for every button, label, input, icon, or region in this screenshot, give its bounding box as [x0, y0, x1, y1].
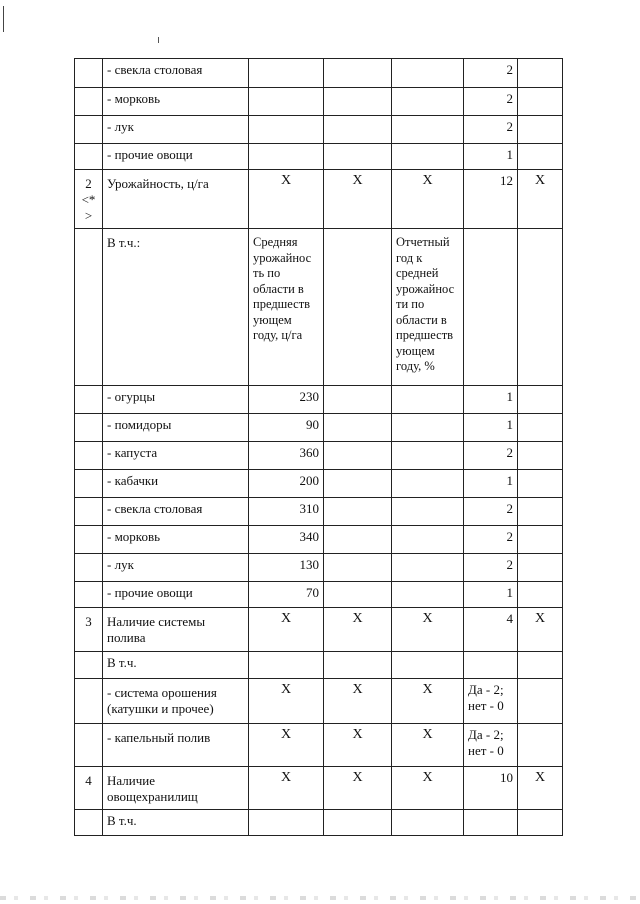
- cell: [518, 116, 563, 144]
- cell: [392, 414, 464, 442]
- row-number: [75, 116, 103, 144]
- scan-bottom-noise: [0, 896, 640, 900]
- cell: Х: [249, 724, 324, 767]
- item-name: В т.ч.:: [103, 229, 249, 386]
- cell: [75, 470, 103, 498]
- cell: [324, 470, 392, 498]
- table-row: [75, 810, 563, 836]
- item-name: - свекла столовая: [103, 59, 249, 88]
- cell: [518, 414, 563, 442]
- table-row: [75, 442, 563, 470]
- cell: [75, 498, 103, 526]
- item-name: В т.ч.: [103, 810, 249, 836]
- table-row: [75, 59, 563, 88]
- value-cell: 310: [249, 498, 324, 526]
- cell: [518, 386, 563, 414]
- cell: [518, 810, 563, 836]
- cell: [518, 582, 563, 608]
- cell: [392, 582, 464, 608]
- cell: [518, 498, 563, 526]
- item-name: Наличие системы полива: [103, 608, 249, 652]
- cell: [518, 652, 563, 679]
- cell: [392, 442, 464, 470]
- cell: [324, 582, 392, 608]
- scan-dot-mark: [158, 37, 159, 43]
- cell: [324, 59, 392, 88]
- table-row: [75, 554, 563, 582]
- cell: Х: [392, 679, 464, 724]
- table-row: [75, 724, 563, 767]
- cell: [324, 88, 392, 116]
- table-row: [75, 88, 563, 116]
- cell: [518, 554, 563, 582]
- value-cell: 90: [249, 414, 324, 442]
- cell: [324, 652, 392, 679]
- item-name: - система орошения (катушки и прочее): [103, 679, 249, 724]
- table-row: [75, 498, 563, 526]
- cell: [249, 88, 324, 116]
- item-name: - помидоры: [103, 414, 249, 442]
- table-row: [75, 116, 563, 144]
- row-number: 2 <* >: [75, 170, 103, 229]
- value-cell: 340: [249, 526, 324, 554]
- score-cell: 1: [464, 414, 518, 442]
- cell: [518, 679, 563, 724]
- item-name: - прочие овощи: [103, 144, 249, 170]
- score-cell: 2: [464, 498, 518, 526]
- table-row: [75, 526, 563, 554]
- score-cell: 2: [464, 59, 518, 88]
- criteria-table: [74, 58, 563, 836]
- cell: [324, 386, 392, 414]
- cell: [75, 229, 103, 386]
- cell: [464, 229, 518, 386]
- cell: [392, 386, 464, 414]
- item-name: - огурцы: [103, 386, 249, 414]
- table-row: [75, 229, 563, 386]
- cell: [518, 229, 563, 386]
- cell: [75, 652, 103, 679]
- item-name: Наличие овощехранилищ: [103, 767, 249, 810]
- cell: [464, 810, 518, 836]
- row-number: [75, 144, 103, 170]
- row-number: 4: [75, 767, 103, 810]
- cell: [392, 810, 464, 836]
- column-note: Отчетный год к средней урожайнос ти по области в предшеств ующем году, %: [392, 229, 464, 386]
- item-name: В т.ч.: [103, 652, 249, 679]
- cell: [518, 442, 563, 470]
- score-cell: Да - 2; нет - 0: [464, 724, 518, 767]
- score-cell: 2: [464, 526, 518, 554]
- cell: [392, 144, 464, 170]
- value-cell: 230: [249, 386, 324, 414]
- cell: Х: [249, 170, 324, 229]
- table-row: [75, 582, 563, 608]
- value-cell: 70: [249, 582, 324, 608]
- value-cell: 130: [249, 554, 324, 582]
- score-cell: 1: [464, 386, 518, 414]
- item-name: - капельный полив: [103, 724, 249, 767]
- cell: [324, 442, 392, 470]
- cell: Х: [518, 170, 563, 229]
- row-number: 3: [75, 608, 103, 652]
- cell: [324, 144, 392, 170]
- cell: [518, 724, 563, 767]
- cell: [392, 470, 464, 498]
- cell: [518, 144, 563, 170]
- cell: Х: [324, 170, 392, 229]
- value-cell: 360: [249, 442, 324, 470]
- cell: [392, 498, 464, 526]
- score-cell: 12: [464, 170, 518, 229]
- cell: [518, 88, 563, 116]
- scan-edge-mark: [3, 6, 4, 32]
- cell: [392, 116, 464, 144]
- cell: Х: [324, 767, 392, 810]
- value-cell: 200: [249, 470, 324, 498]
- cell: [75, 554, 103, 582]
- cell: Х: [324, 724, 392, 767]
- cell: [392, 59, 464, 88]
- item-name: - лук: [103, 554, 249, 582]
- cell: [75, 414, 103, 442]
- cell: [324, 116, 392, 144]
- table-row: [75, 679, 563, 724]
- item-name: - кабачки: [103, 470, 249, 498]
- cell: [324, 498, 392, 526]
- cell: [249, 652, 324, 679]
- cell: Х: [324, 679, 392, 724]
- table-row: [75, 608, 563, 652]
- cell: Х: [249, 608, 324, 652]
- cell: [75, 526, 103, 554]
- table-row: [75, 386, 563, 414]
- score-cell: 10: [464, 767, 518, 810]
- table-row: [75, 170, 563, 229]
- table-row: [75, 470, 563, 498]
- cell: [324, 414, 392, 442]
- cell: [518, 526, 563, 554]
- row-number: [75, 88, 103, 116]
- cell: [249, 810, 324, 836]
- score-cell: Да - 2; нет - 0: [464, 679, 518, 724]
- cell: [324, 526, 392, 554]
- cell: [249, 144, 324, 170]
- table-row: [75, 652, 563, 679]
- cell: Х: [392, 767, 464, 810]
- table-row: [75, 144, 563, 170]
- item-name: - прочие овощи: [103, 582, 249, 608]
- item-name: - лук: [103, 116, 249, 144]
- item-name: Урожайность, ц/га: [103, 170, 249, 229]
- item-name: - морковь: [103, 526, 249, 554]
- cell: Х: [518, 608, 563, 652]
- table-row: [75, 414, 563, 442]
- cell: Х: [249, 679, 324, 724]
- cell: [75, 386, 103, 414]
- score-cell: 4: [464, 608, 518, 652]
- cell: Х: [392, 724, 464, 767]
- cell: [518, 470, 563, 498]
- score-cell: 2: [464, 442, 518, 470]
- cell: [75, 442, 103, 470]
- row-number: [75, 59, 103, 88]
- item-name: - свекла столовая: [103, 498, 249, 526]
- score-cell: 1: [464, 582, 518, 608]
- score-cell: 1: [464, 470, 518, 498]
- column-note: Средняя урожайнос ть по области в предшеств ующем году, ц/га: [249, 229, 324, 386]
- cell: [249, 59, 324, 88]
- cell: [75, 810, 103, 836]
- cell: [324, 229, 392, 386]
- cell: [518, 59, 563, 88]
- cell: [75, 679, 103, 724]
- cell: [392, 652, 464, 679]
- cell: Х: [249, 767, 324, 810]
- cell: [249, 116, 324, 144]
- score-cell: 2: [464, 554, 518, 582]
- cell: [324, 810, 392, 836]
- cell: [392, 88, 464, 116]
- cell: Х: [392, 170, 464, 229]
- cell: [75, 724, 103, 767]
- cell: Х: [392, 608, 464, 652]
- cell: [324, 554, 392, 582]
- item-name: - капуста: [103, 442, 249, 470]
- score-cell: 2: [464, 88, 518, 116]
- cell: [392, 526, 464, 554]
- cell: [75, 582, 103, 608]
- cell: [392, 554, 464, 582]
- cell: [464, 652, 518, 679]
- score-cell: 1: [464, 144, 518, 170]
- cell: Х: [324, 608, 392, 652]
- item-name: - морковь: [103, 88, 249, 116]
- table-row: [75, 767, 563, 810]
- cell: Х: [518, 767, 563, 810]
- score-cell: 2: [464, 116, 518, 144]
